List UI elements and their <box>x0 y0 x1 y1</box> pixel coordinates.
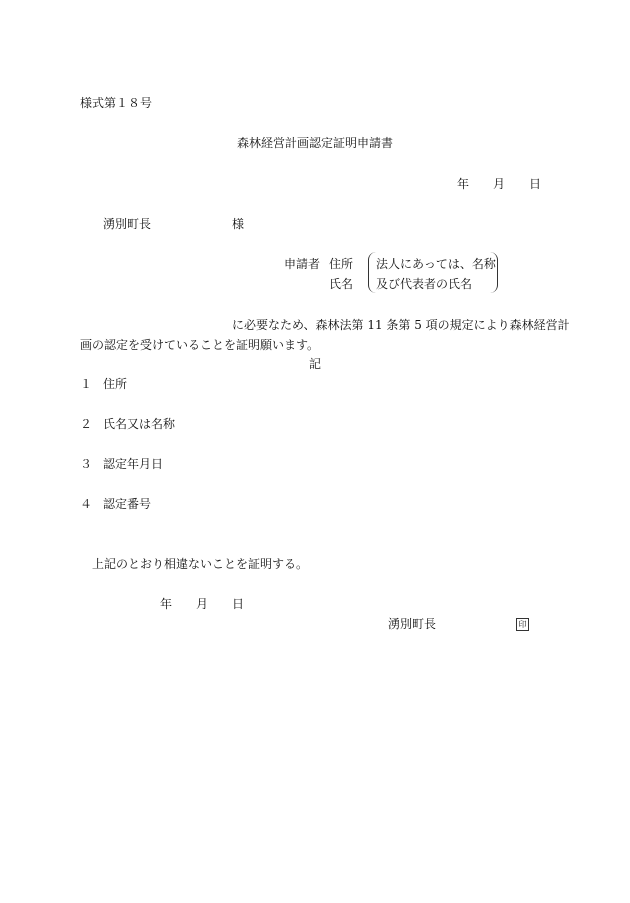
addressee-honorific: 様 <box>232 217 245 231</box>
corporate-note-line1: 法人にあっては、名称 <box>376 257 496 271</box>
document-title: 森林経営計画認定証明申請書 <box>236 136 393 150</box>
request-text-line1: に必要なため、森林法第 11 条第 5 項の規定により森林経営計 <box>232 318 570 332</box>
addressee-name: 湧別町長 <box>103 217 152 231</box>
request-text-line2: 画の認定を受けていることを証明願います。 <box>80 338 320 352</box>
item-label-address: 住所 <box>103 377 128 391</box>
name-label: 氏名 <box>329 277 354 291</box>
item-label-name: 氏名又は名称 <box>103 417 176 431</box>
item-number: ４ <box>80 497 93 511</box>
form-number: 様式第１８号 <box>80 96 153 110</box>
application-date: 年 月 日 <box>457 177 542 191</box>
item-number: １ <box>80 377 93 391</box>
issuer-name: 湧別町長 <box>388 617 437 631</box>
item-label-certification-date: 認定年月日 <box>103 457 164 471</box>
certification-statement: 上記のとおり相違ないことを証明する。 <box>92 557 309 571</box>
seal-mark: 印 <box>516 618 529 631</box>
applicant-label: 申請者 <box>284 257 321 271</box>
address-label: 住所 <box>329 257 354 271</box>
corporate-note-line2: 及び代表者の氏名 <box>376 277 473 291</box>
ki-heading: 記 <box>308 357 321 371</box>
item-label-certification-number: 認定番号 <box>103 497 152 511</box>
certification-date: 年 月 日 <box>160 597 245 611</box>
item-number: ２ <box>80 417 93 431</box>
item-number: ３ <box>80 457 93 471</box>
